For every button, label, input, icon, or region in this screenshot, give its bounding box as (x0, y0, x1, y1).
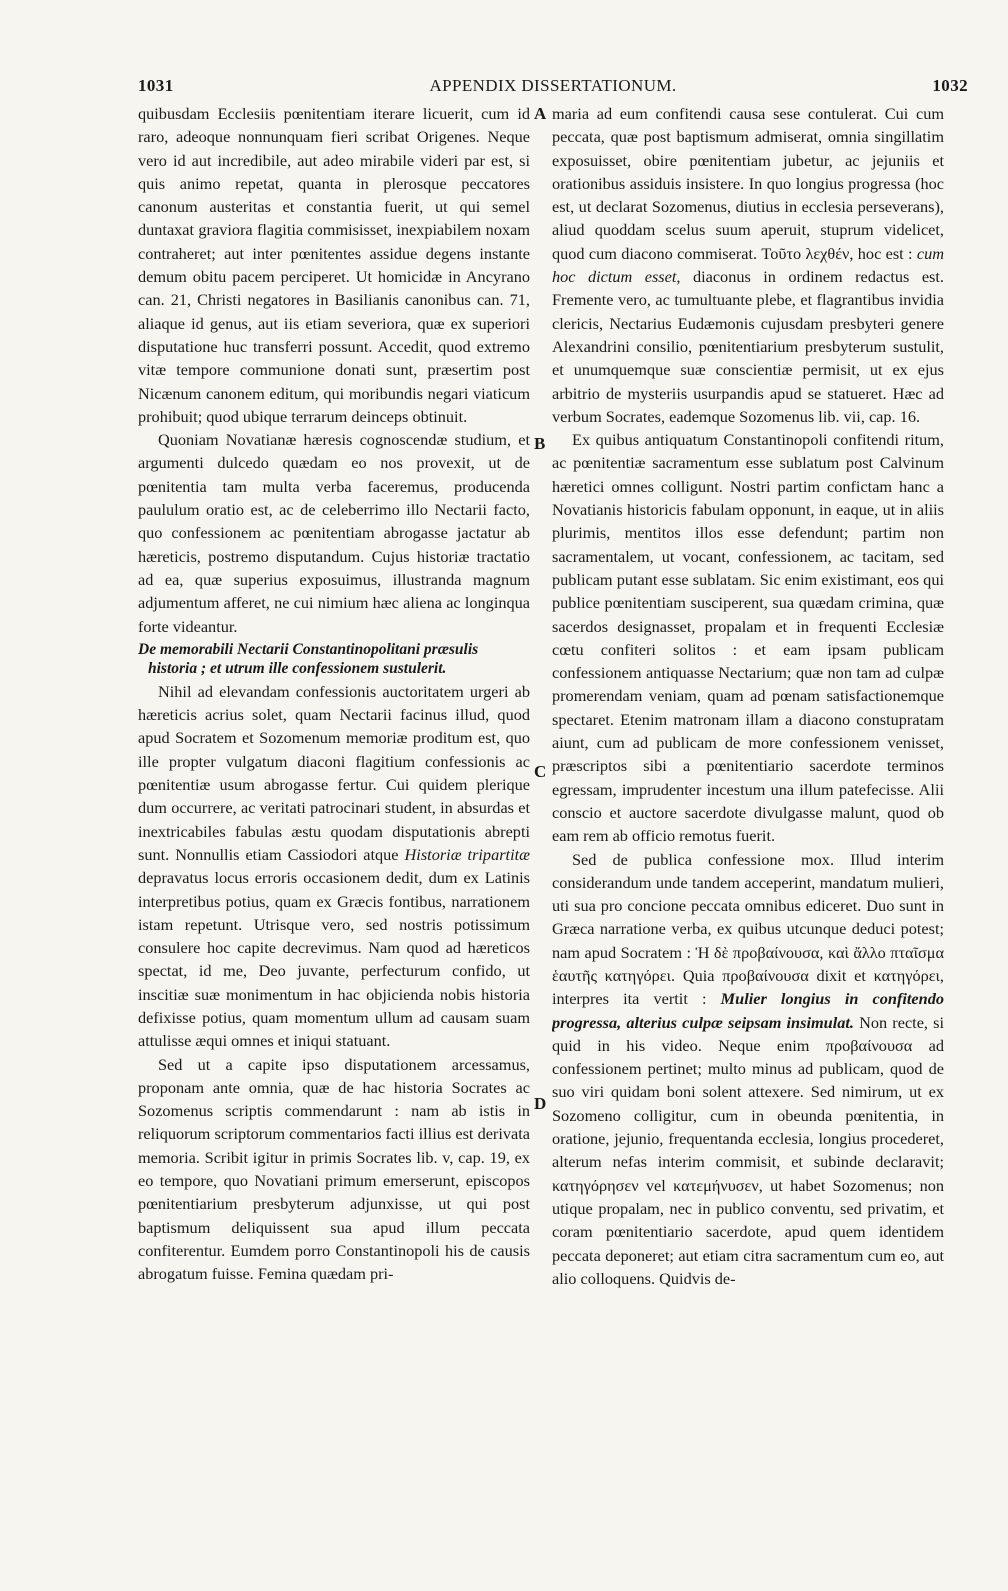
right-paragraph-3-part-a: Sed de publica confessione mox. Illud interim considerandum unde tandem acceperint, mandatum mulieri, uti sua pro concione peccata omnibus ediceret. Duo sunt in Græca narratione verba, ex quibus utcunque deduci potest; nam apud Socratem : Ἡ δὲ προβαίνουσα, καὶ ἄλλο πταῖσμα ἑαυτῆς κατηγόρει. Quia προβαίνουσα dixit et κατηγόρει, interpres ita vertit : (552, 849, 944, 1009)
left-paragraph-3-italic: Historiæ tripartitæ (404, 844, 530, 864)
right-paragraph-1 (552, 102, 944, 428)
left-column (138, 102, 530, 1552)
margin-marker-a: A (534, 104, 547, 123)
left-paragraph-3 (138, 680, 530, 1053)
left-paragraph-2: Quoniam Novatianæ hæresis cognoscendæ studium, et argumenti dulcedo quædam eo nos provexit, ut de pœnitentia tam multa verba faceremus, producenda paululum oratio est, ac de celeberrimo illo Nectarii facto, quo confessionem ac pœnitentiam abrogasse jactatur ab hæreticis, postremo disputandum. Cujus historiæ tractatio ad ea, quæ superius exposuimus, illustranda magnum adjumentum afferet, ne cui nimium hæc aliena ac longinqua forte videantur. (138, 430, 530, 636)
page-number-left: 1031 (138, 76, 174, 95)
section-heading-line-1: De memorabili Nectarii Constantinopolitani præsulis (138, 640, 479, 658)
right-column (552, 102, 944, 1552)
right-paragraph-1-part-b: diaconus in ordinem redactus est. Fremente vero, ac tumultuante plebe, et flagrantibus invidia clericis, Nectarius Eudæmonis cujusdam presbyteri genere Alexandrini consilio, pœnitentiarium presbyterum sustulit, et unumquemque suæ conscientiæ permisit, ut ex ejus arbitrio de mysteriis usurpandis apud se statueret. Hæc ad verbum Socrates, eademque Sozomenus lib. vii, cap. 16. (552, 267, 944, 426)
margin-marker-c: C (534, 762, 547, 781)
margin-marker-b: B (534, 434, 546, 453)
right-paragraph-1-italic: cum hoc dictum esset, (552, 243, 944, 287)
right-paragraph-3-part-b: Non recte, si quid in his video. Neque enim προβαίνουσα ad confessionem pertinet; multo minus ad publicam, quod de suo viri quidam boni solent attexere. Sed nimirum, ut ex Sozomeno colligitur, cum in obeunda pœnitentia, in oratione, jejunio, frequentanda ecclesia, longius procederet, alterum nefas interim commisit, et subinde declaravit; κατηγόρησεν vel κατεμήνυσεν, ut habet Sozomenus; non utique propalam, nec in publico conventu, sed privatim, et coram pœnitentiario sacerdote, apud quem identidem peccata deponeret; aut etiam citra sacramentum cum eo, aut alio colloquens. Quidvis de- (552, 1012, 944, 1288)
section-heading-line-2: historia ; et utrum ille confessionem sustulerit. (148, 659, 447, 677)
right-paragraph-1-part-a: maria ad eum confitendi causa sese contulerat. Cui cum peccata, quæ post baptismum admiserat, omnia singillatim exposuisset, obire pœnitentiam jubetur, ac jejuniis et orationibus assiduis insistere. In quo longius progressa (hoc est, ut declarat Sozomenus, diutius in ecclesia perseverans), aliud quoddam scelus suum aperuit, stuprum videlicet, quod cum diacono commiserat. Τοῦτο λεχθέν, hoc est : (552, 104, 944, 263)
right-paragraph-2: Ex quibus antiquatum Constantinopoli confitendi ritum, ac pœnitentiæ sacramentum esse sublatum post Calvinum hæretici omnes colligunt. Nostri partim confictam hanc a Novatianis historicis fabulam opponunt, in eaque, ut in aliis plurimis, mentitos illos esse defendunt; partim non sacramentalem, ut vocant, confessionem, ac tacitam, sed publicam putant esse sublatam. Sic enim existimant, eos qui publice pœnitentiam susciperent, sua quædam crimina, quæ sacerdos designasset, propalam et in frequenti Ecclesiæ cœtu confiteri solitos : et eam ipsam publicam confessionem antiquasse Nectarium; quæ non tam ad culpæ promerendam veniam, quam ad pœnam satisfactionemque spectaret. Etenim matronam illam a diacono constupratam aiunt, cum ad publicam de more confessionem venisset, præscriptos sibi a pœnitentiario sacerdote terminos egressam, imprudenter incestum una illum patefecisse. Alii conscio et auctore sacerdote divulgasse malunt, quod ob eam rem ab officio remotus fuerit. (552, 430, 944, 846)
section-heading (138, 640, 530, 678)
left-paragraph-3-part-a: Nihil ad elevandam confessionis auctoritatem urgeri ab hæreticis acrius solet, quam Nectarii facinus illud, quod apud Socratem et Sozomenum memoriæ proditum est, quo ille propter vulgatum diaconi flagitium confessionis ac pœnitentiæ usum abrogasse fertur. Cui quidem plerique dum occurrere, ac veritati patrocinari student, in absurdas et inextricabiles fabulas æstu quodam disputationis abrepti sunt. Nonnullis etiam Cassiodori atque (138, 681, 530, 864)
right-paragraph-3 (552, 848, 944, 1291)
running-header (138, 76, 968, 98)
right-paragraph-3-italic: Mulier longius in confitendo progressa, alterius culpæ seipsam insimulat. (552, 989, 944, 1032)
left-paragraph-4: Sed ut a capite ipso disputationem arcessamus, proponam ante omnia, quæ de hac historia Socrates ac Sozomenus scriptis commendarunt : nam ab istis in reliquorum scriptorum commentarios facti illius est derivata memoria. Scribit igitur in primis Socrates lib. v, cap. 19, ex eo tempore, quo Novatiani primum emerserunt, episcopos pœnitentiarium presbyterum adjunxisse, ut qui post baptismum deliquissent sua apud illum peccata confiterentur. Eumdem porro Constantinopoli his de causis abrogatum fuisse. Femina quædam pri- (138, 1054, 530, 1284)
running-title: APPENDIX DISSERTATIONUM. (429, 76, 677, 95)
page-number-right: 1032 (932, 76, 968, 95)
left-paragraph-3-part-b: depravatus locus erroris occasionem dedit, dum ex Latinis interpretibus potius, quam ex Græcis fontibus, narrationem istam repetunt. Utrisque vero, sed nostris potissimum consulere hoc capite decrevimus. Nam quod ad hæreticos spectat, id me, Deo juvante, perfecturum confido, ut inscitiæ suæ monimentum in hac objicienda nobis historia defixisse potius, quam momentum ullum ad causam suam attulisse æqui omnes et iniqui statuant. (138, 868, 530, 1051)
margin-marker-d: D (534, 1094, 547, 1113)
left-paragraph-1: quibusdam Ecclesiis pœnitentiam iterare licuerit, cum id raro, adeoque nonnunquam fieri scribat Origenes. Neque vero id aut incredibile, aut adeo mirabile videri par est, si quis animo repetat, quanta in plerosque peccatores canonum austeritas et constantia fuerit, ut qui semel duntaxat graviora flagitia commisisset, inexpiabilem noxam contraheret; aut inter pœnitentes assidue degens instante demum obitu pacem perciperet. Ut homicidæ in Ancyrano can. 21, Christi negatores in Basilianis canonibus can. 71, aliaque id genus, aut iis etiam severiora, quæ ex superiori disputatione huc transferri possunt. Accedit, quod extremo vitæ tempore communione donati sunt, præsertim post Nicænum canonem editum, qui moribundis negari viaticum prohibuit; quod ubique terrarum deinceps obtinuit. (138, 104, 530, 426)
